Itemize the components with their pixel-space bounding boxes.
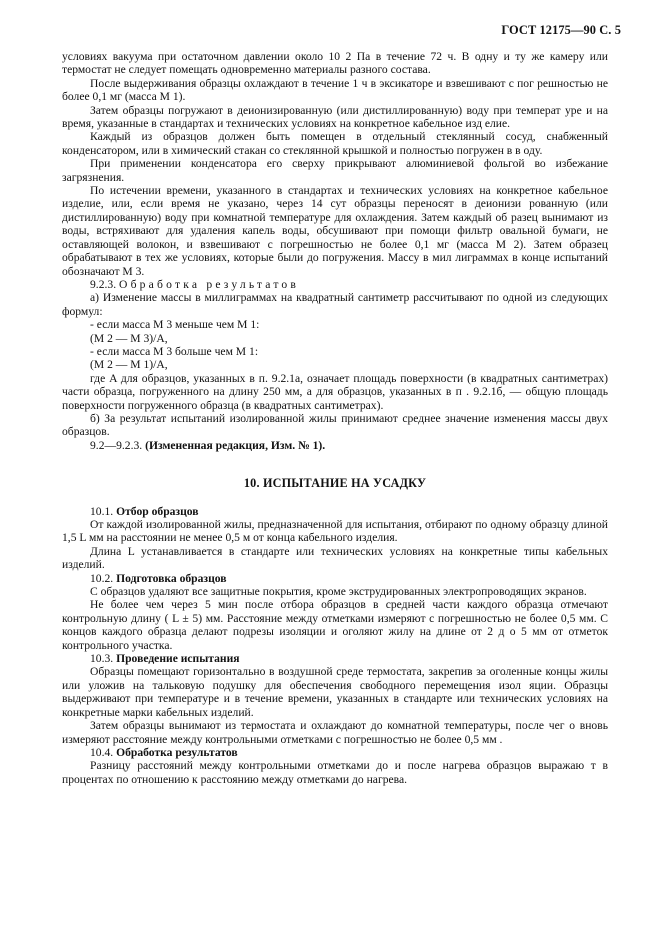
subsection-number: 10.4.: [90, 745, 114, 759]
formula-line: (M 2 — M 1)/A,: [90, 358, 168, 372]
subsection-number: 10.2.: [90, 571, 114, 585]
document-body: [62, 50, 608, 786]
result-paragraph: б) За результат испытаний изолированной жилы принимают среднее значение изменения массы двух образцов.: [62, 411, 608, 439]
paragraph: Не более чем через 5 мин после отбора образцов в средней части каждого образца отмечают контрольную длину ( L ± 5) мм. Расстояние между отметками измеряют с погрешностью не более 0,5 мм. С концов каждого образца делают подрезы изоляции и оголяют жилу на длине от 2 д о 5 мм от отметок контрольного участка.: [62, 598, 608, 652]
paragraph: Разницу расстояний между контрольными отметками до и после нагрева образцов выражаю т в процентах по отношению к расстоянию между отметками до нагрева.: [62, 759, 608, 786]
subsection-10-2-heading: [62, 572, 608, 585]
formula-explanation: где A для образцов, указанных в п. 9.2.1а, означает площадь поверхности (в квадратных сантиметрах) части образца, погруженного на длину 250 мм, а для образцов, указанных в п . 9.2.1б, — общую площадь поверхности погруженного образца (в квадратных сантиметрах).: [62, 371, 608, 412]
paragraph: Затем образцы вынимают из термостата и охлаждают до комнатной температуры, после чег о вновь измеряют расстояние между контрольными отметками с погрешностью не более 0,5 мм .: [62, 719, 608, 746]
paragraph: По истечении времени, указанного в стандартах и технических условиях на конкретное кабельное изделие, или, если время не указано, через 14 сут образцы переносят в деионизи рованную (или дистиллированную) воду при комнатной температуре для охлаждения. Затем каждый об разец вынимают из воды, встряхивают для удаления капель воды, обсушивают при помощи фильтр овальной бумаги, не оставляющей волокон, и взвешивают с погрешностью не более 0,1 мг (масса M 2). Затем образец обрабатывают в тех же условиях, которые были до погружения. Массу в мил лиграммах в конце испытаний обозначают M 3.: [62, 184, 608, 278]
paragraph: Затем образцы погружают в деионизированную (или дистиллированную) воду при температ уре и на время, указанные в стандартах и технических условиях на конкретное кабельное изд елие.: [62, 103, 608, 131]
subsection-9-2-3-heading: [62, 278, 608, 291]
subsection-10-4-heading: [62, 746, 608, 759]
section-10-title: 10. ИСПЫТАНИЕ НА УСАДКУ: [243, 476, 427, 491]
subsection-10-3-heading: [62, 652, 608, 665]
subsection-number: 10.3.: [90, 652, 114, 666]
formula-line: - если масса M 3 меньше чем M 1:: [90, 318, 260, 332]
paragraph: условиях вакуума при остаточном давлении около 10 2 Па в течение 72 ч. В одну и ту же камеру или термостат не следует помещать одновременно материалы разного состава.: [62, 50, 608, 77]
subsection-title: Обработка результатов: [119, 277, 300, 291]
paragraph: Каждый из образцов должен быть помещен в отдельный стеклянный сосуд, снабженный конденсатором, или в химический стакан со стеклянной крышкой и полностью погружен в в оду.: [62, 130, 608, 157]
amendment-text: (Измененная редакция, Изм. № 1).: [145, 438, 326, 452]
formula-line: - если масса M 3 больше чем M 1:: [90, 344, 259, 358]
subsection-title: Отбор образцов: [116, 504, 199, 518]
paragraph: Образцы помещают горизонтально в воздушной среде термостата, закрепив за оголенные концы жилы или уложив на тальковую подушку для обеспечения свободного перемещения изол яции. Образцы выдерживают при температуре и в течение времени, указанных в стандарте или технических условиях на конкретные марки кабельных изделий.: [62, 665, 608, 719]
amendment-ref: 9.2—9.2.3.: [90, 438, 143, 452]
subsection-number: 10.1.: [90, 504, 114, 518]
formula-line: (M 2 — M 3)/A,: [90, 331, 168, 345]
paragraph: От каждой изолированной жилы, предназначенной для испытания, отбирают по одному образцу длиной 1,5 L мм на расстоянии не менее 0,5 м от конца кабельного изделия.: [62, 518, 608, 545]
subsection-title: Проведение испытания: [116, 652, 240, 666]
paragraph: С образцов удаляют все защитные покрытия, кроме экструдированных электропроводящих экранов.: [90, 585, 587, 599]
paragraph: Длина L устанавливается в стандарте или технических условиях на конкретные типы кабельных изделий.: [62, 544, 608, 572]
amendment-note: [62, 439, 608, 452]
subsection-title: Подготовка образцов: [116, 571, 227, 585]
formula-intro: а) Изменение массы в миллиграммах на квадратный сантиметр рассчитывают по одной из следующих формул:: [62, 291, 608, 318]
page-header: ГОСТ 12175—90 С. 5: [501, 23, 621, 37]
subsection-10-1-heading: [62, 505, 608, 518]
subsection-title: Обработка результатов: [116, 745, 238, 759]
paragraph: При применении конденсатора его сверху прикрывают алюминиевой фольгой во избежание загрязнения.: [62, 157, 608, 184]
paragraph: После выдерживания образцы охлаждают в течение 1 ч в эксикаторе и взвешивают с пог решностью не более 0,1 мг (масса M 1).: [62, 76, 608, 104]
subsection-number: 9.2.3.: [90, 277, 117, 291]
